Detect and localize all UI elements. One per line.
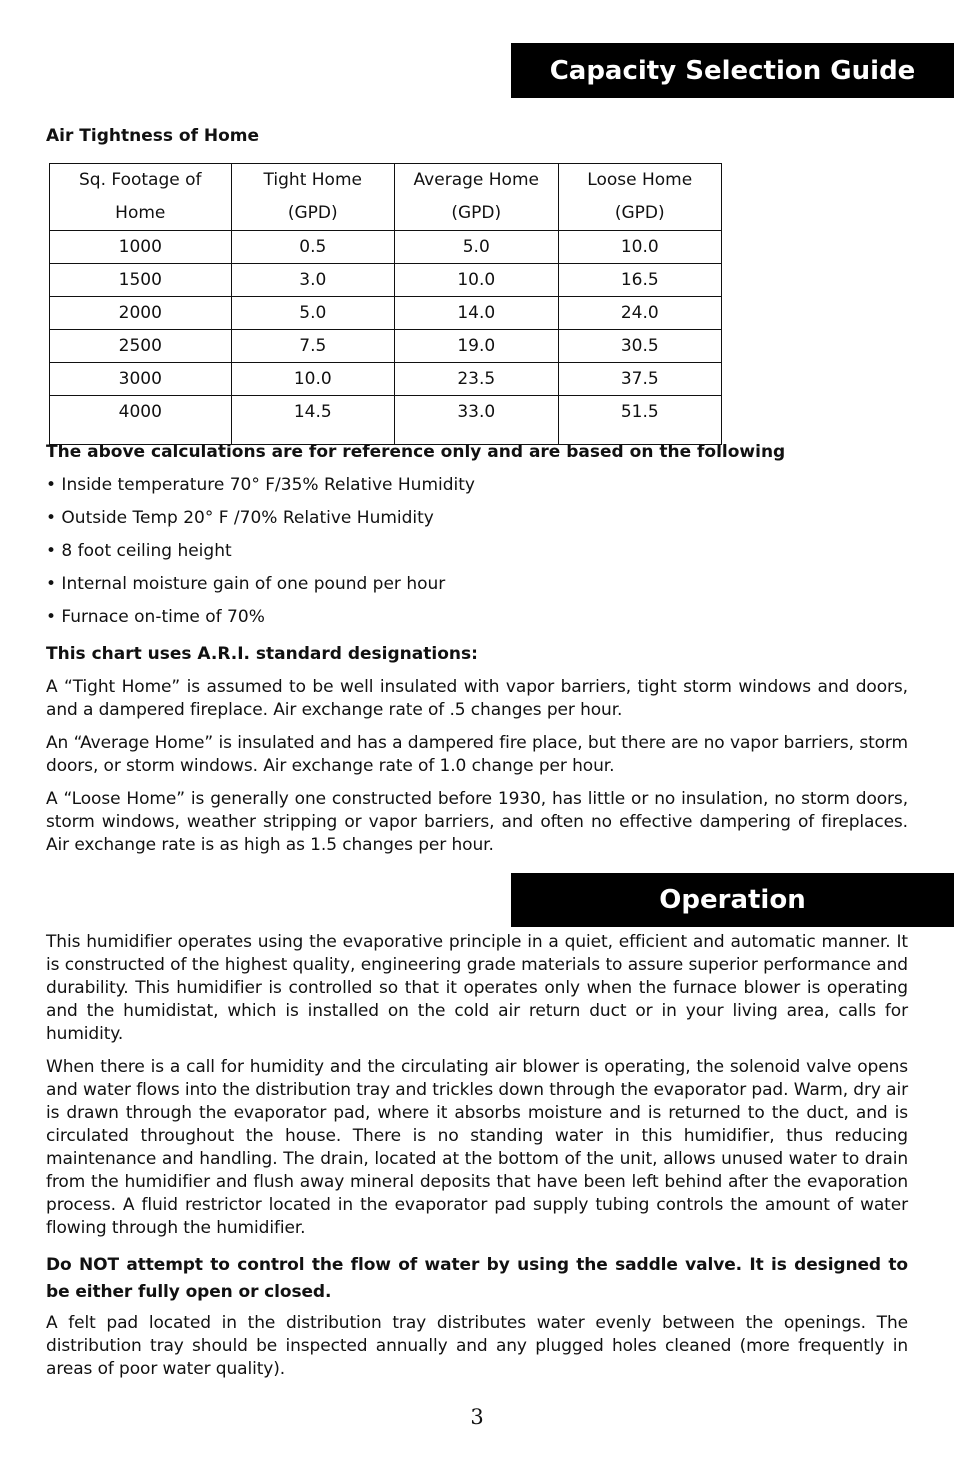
table-cell: 0.5: [231, 231, 394, 264]
table-row: [50, 363, 722, 396]
header-sq-footage: Sq. Footage of Home: [50, 164, 232, 231]
table-cell: 33.0: [395, 396, 558, 445]
operation-paragraph: When there is a call for humidity and the circulating air blower is operating, the solenoid valve opens and water flows into the distribution tray and trickles down through the evaporator pad. Warm, dry air is drawn through the evaporator pad, where it absorbs moisture and is returned to the duct, and is circulated throughout the house. There is no standing water in this humidifier, thus reducing maintenance and handling. The drain, located at the bottom of the unit, allows unused water to drain from the humidifier and flush away mineral deposits that have been left behind after the evaporation process. A fluid restrictor located in the evaporator pad supply tubing controls the amount of water flowing through the humidifier.: [46, 1057, 908, 1238]
table-cell: 30.5: [558, 330, 722, 363]
capacity-table: [49, 163, 722, 445]
table-cell: 23.5: [395, 363, 558, 396]
header-tight-home: Tight Home (GPD): [231, 164, 394, 231]
table-row: [50, 330, 722, 363]
table-cell: 37.5: [558, 363, 722, 396]
bullet-item: • 8 foot ceiling height: [46, 541, 232, 561]
header-loose-home: Loose Home (GPD): [558, 164, 722, 231]
table-cell: 1500: [50, 264, 232, 297]
bullet-item: • Furnace on-time of 70%: [46, 607, 265, 627]
bullet-item: • Outside Temp 20° F /70% Relative Humidity: [46, 508, 434, 528]
bullet-item: • Internal moisture gain of one pound per hour: [46, 574, 446, 594]
table-row: [50, 231, 722, 264]
table-cell: 10.0: [558, 231, 722, 264]
table-cell: 2000: [50, 297, 232, 330]
table-cell: 4000: [50, 396, 232, 445]
saddle-valve-warning: Do NOT attempt to control the flow of water by using the saddle valve. It is designed to be either fully open or closed.: [46, 1255, 908, 1302]
bullet-item: • Inside temperature 70° F/35% Relative Humidity: [46, 475, 475, 495]
table-cell: 16.5: [558, 264, 722, 297]
table-row: [50, 297, 722, 330]
table-row: [50, 396, 722, 445]
table-cell: 24.0: [558, 297, 722, 330]
table-cell: 10.0: [231, 363, 394, 396]
operation-paragraph: This humidifier operates using the evaporative principle in a quiet, efficient and automatic manner. It is constructed of the highest quality, engineering grade materials to assure superior performance and durability. This humidifier is controlled so that it operates only when the furnace blower is operating and the humidistat, which is installed on the cold air return duct or in your living area, calls for humidity.: [46, 932, 908, 1044]
capacity-selection-guide-banner: [511, 43, 954, 98]
table-cell: 5.0: [395, 231, 558, 264]
page-number: 3: [470, 1405, 484, 1429]
tight-home-definition: A “Tight Home” is assumed to be well insulated with vapor barriers, tight storm windows and doors, and a dampered fireplace. Air exchange rate of .5 changes per hour.: [46, 677, 908, 720]
table-cell: 5.0: [231, 297, 394, 330]
table-row: [50, 264, 722, 297]
table-cell: 7.5: [231, 330, 394, 363]
table-cell: 3000: [50, 363, 232, 396]
operation-banner: [511, 873, 954, 927]
table-header-row: [50, 164, 722, 231]
table-cell: 14.0: [395, 297, 558, 330]
table-cell: 1000: [50, 231, 232, 264]
header-average-home: Average Home (GPD): [395, 164, 558, 231]
table-cell: 10.0: [395, 264, 558, 297]
section-title: Operation: [659, 885, 806, 915]
table-heading: Air Tightness of Home: [46, 126, 260, 146]
section-title: Capacity Selection Guide: [549, 55, 916, 86]
table-cell: 14.5: [231, 396, 394, 445]
table-cell: 19.0: [395, 330, 558, 363]
average-home-definition: An “Average Home” is insulated and has a dampered fire place, but there are no vapor barriers, storm doors, or storm windows. Air exchange rate of 1.0 change per hour.: [46, 733, 908, 776]
ari-heading: This chart uses A.R.I. standard designations:: [46, 644, 478, 664]
operation-paragraph: A felt pad located in the distribution tray distributes water evenly between the openings. The distribution tray should be inspected annually and any plugged holes cleaned (more frequently in areas of poor water quality).: [46, 1313, 908, 1379]
table-cell: 2500: [50, 330, 232, 363]
table-cell: 51.5: [558, 396, 722, 445]
table-cell: 3.0: [231, 264, 394, 297]
reference-note: The above calculations are for reference only and are based on the following: [46, 442, 786, 462]
loose-home-definition: A “Loose Home” is generally one constructed before 1930, has little or no insulation, no storm doors, storm windows, weather stripping or vapor barriers, and often no effective dampering of fireplaces. Air exchange rate is as high as 1.5 changes per hour.: [46, 789, 908, 855]
